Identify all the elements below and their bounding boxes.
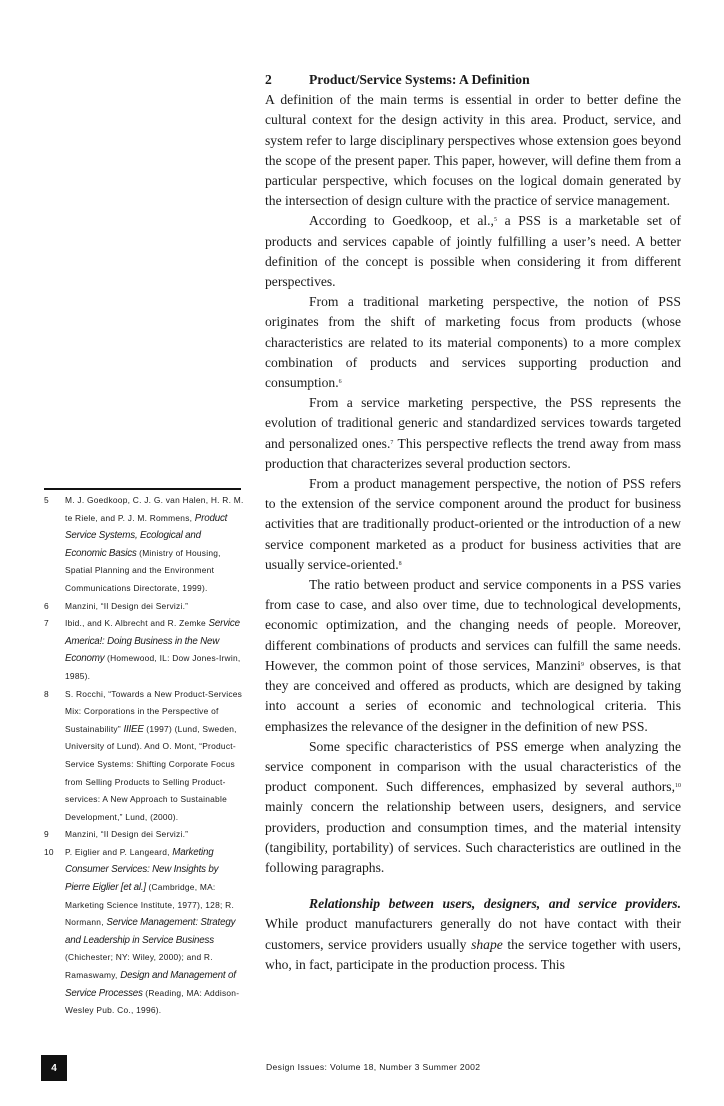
paragraph: Some specific characteristics of PSS emerge when analyzing the service component in comparison with the usual characteristics of the product component. Such differences, emphasized by several authors,$^{10}$ mainly concern the relationship between users, designers, and service providers, production and consumption times, and the material intensity (tangibility, portability) of services. Such characteristics are outlined in the following paragraphs. bbox=[265, 738, 681, 875]
paragraph: From a product management perspective, the notion of PSS refers to the extension of the service component around the product for business activities that are traditionally product-oriented or the introduction of a new service component marketed as a product for business activities that are usually service-oriented.$^8$ bbox=[265, 476, 681, 572]
main-text-column bbox=[265, 70, 681, 975]
journal-footer: Design Issues: Volume 18, Number 3 Summer 2002 bbox=[266, 1062, 481, 1072]
page-number: 4 bbox=[41, 1055, 67, 1081]
paragraph: The ratio between product and service components in a PSS varies from case to case, and also over time, due to technological developments, economic optimization, and the changing needs of people. Moreover, different combinations of products and services can fulfill the same needs. However, the common point of those services, Manzini$^9$ observes, is that they are conceived and offered as products, which are designed by taking into account a series of economic and technological criteria. This emphasizes the relevance of the designer in the definition of new PSS. bbox=[265, 577, 681, 734]
footnote-rule bbox=[44, 488, 241, 490]
section-title: Product/Service Systems: A Definition bbox=[309, 72, 530, 87]
section-heading bbox=[265, 70, 681, 90]
paragraph: A definition of the main terms is essential in order to better define the cultural context for the design activity in this area. Product, service, and system refer to large disciplinary perspectives whose extension goes beyond the scope of the present paper. This paper, however, will define them from a particular perspective, which focuses on the logical domain generated by the intersection of design culture with the practice of service management. bbox=[265, 92, 681, 209]
footnote: 7 Ibid., and K. Albrecht and R. Zemke Service America!: Doing Business in the New Economy (Homewood, IL: Dow Jones-Irwin, 1985). bbox=[44, 618, 241, 681]
footnote-ref: 9 bbox=[580, 661, 584, 668]
footnote: 10 P. Eiglier and P. Langeard, Marketing Consumer Services: New Insights by Pierre Eiglier [et al.] (Cambridge, MA: Marketing Science Institute, 1977), 128; R. Normann, Service Management: Strategy and Leadership in Service Business (Chichester; NY: Wiley, 2000); and R. Ramaswamy, Design and Management of Service Processes (Reading, MA: Addison-Wesley Pub. Co., 1996). bbox=[44, 846, 240, 1016]
footnote: 5 M. J. Goedkoop, C. J. G. van Halen, H. R. M. te Riele, and P. J. M. Rommens, Product Service Systems, Ecological and Economic Basics (Ministry of Housing, Spatial Planning and the Environment Communications Directorate, 1999). bbox=[44, 495, 244, 593]
footnote-ref: 8 bbox=[398, 560, 402, 567]
footnote: 8 S. Rocchi, “Towards a New Product-Services Mix: Corporations in the Perspective of Sustainability” IIIEE (1997) (Lund, Sweden, University of Lund). And O. Mont, “Product-Service Systems: Shifting Corporate Focus from Selling Products to Selling Product-services: A New Approach to Sustainable Development,” Lund, (2000). bbox=[44, 688, 243, 822]
footnote: 9 Manzini, “Il Design dei Servizi.” bbox=[44, 829, 189, 840]
section-number: 2 bbox=[265, 72, 272, 87]
paragraph: According to Goedkoop, et al.,$^5$ a PSS is a marketable set of products and services capable of jointly fulfilling a user’s need. A better definition of the concept is possible when considering it from different perspectives. bbox=[265, 213, 681, 290]
paragraph: From a service marketing perspective, the PSS represents the evolution of traditional generic and standardized services towards targeted and personalized ones.$^7$ This perspective reflects the trend away from mass production that characterizes several production sectors. bbox=[265, 395, 681, 471]
footnotes bbox=[44, 492, 244, 1020]
footnote-ref: 7 bbox=[390, 439, 394, 446]
footnote-ref: 6 bbox=[338, 379, 342, 386]
paragraph: From a traditional marketing perspective, the notion of PSS originates from the shift of marketing focus from products (whose characteristics are related to its material components) to a more complex combination of products and services supporting production and consumption.$^6$ bbox=[265, 294, 681, 391]
footnote-ref: 10 bbox=[675, 783, 681, 790]
paragraph: Relationship between users, designers, and service providers. While product manufacturers generally do not have contact with their customers, service providers usually shape the service together with users, who, in fact, participate in the production process. This bbox=[265, 896, 681, 972]
subsection-heading: Relationship between users, designers, and service providers. bbox=[309, 896, 681, 912]
footnote-ref: 5 bbox=[493, 217, 497, 224]
footnote: 6 Manzini, “Il Design dei Servizi.” bbox=[44, 600, 189, 611]
